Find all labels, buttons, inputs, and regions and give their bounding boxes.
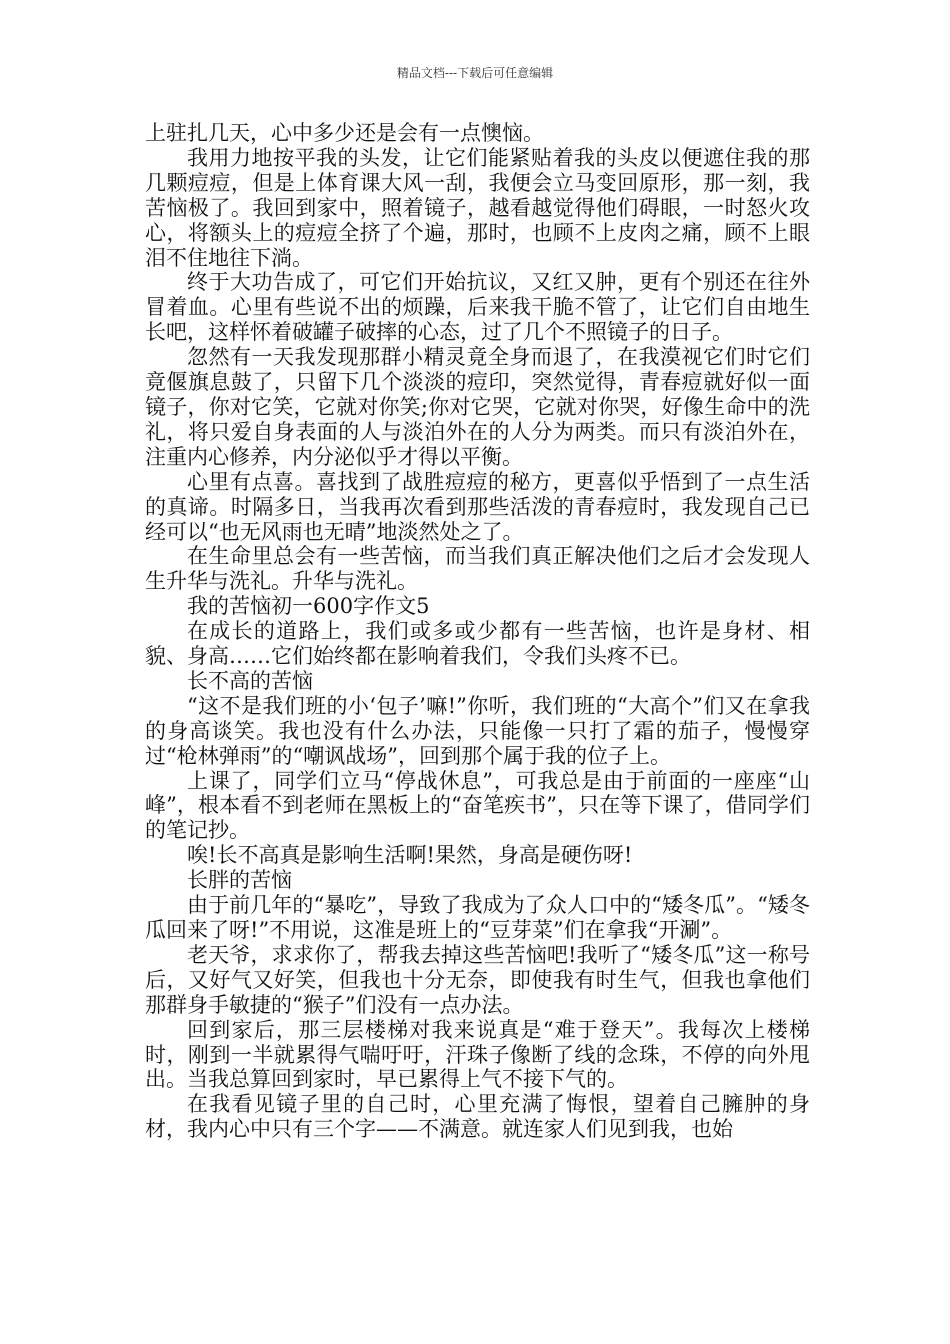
paragraph: 终于大功告成了，可它们开始抗议，又红又肿，更有个别还在往外冒着血。心里有些说不出的烦躁，后来我干脆不管了，让它们自由地生长吧，这样怀着破罐子破摔的心态，过了几个不照镜子的日子。 — [145, 270, 810, 345]
paragraph: 心里有点喜。喜找到了战胜痘痘的秘方，更喜似乎悟到了一点生活的真谛。时隔多日，当我再次看到那些活泼的青春痘时，我发现自己已经可以“也无风雨也无晴”地淡然处之了。 — [145, 469, 810, 544]
paragraph: “这不是我们班的小‘包子’嘛!”你听，我们班的“大高个”们又在拿我的身高谈笑。我也没有什么办法，只能像一只打了霜的茄子，慢慢穿过“枪林弹雨”的“嘲讽战场”，回到那个属于我的位子上。 — [145, 693, 810, 768]
paragraph: 由于前几年的“暴吃”，导致了我成为了众人口中的“矮冬瓜”。“矮冬瓜回来了呀!”不用说，这准是班上的“豆芽菜”们在拿我“开涮”。 — [145, 893, 810, 942]
paragraph: 在生命里总会有一些苦恼，而当我们真正解决他们之后才会发现人生升华与洗礼。升华与洗礼。 — [145, 544, 810, 594]
paragraph: 忽然有一天我发现那群小精灵竟全身而退了，在我漠视它们时它们竟偃旗息鼓了，只留下几个淡淡的痘印，突然觉得，青春痘就好似一面镜子，你对它笑，它就对你笑;你对它哭，它就对你哭，好像生命中的洗礼，将只爱自身表面的人与淡泊外在的人分为两类。而只有淡泊外在，注重内心修养，内分泌似乎才得以平衡。 — [145, 345, 810, 469]
paragraph: 回到家后，那三层楼梯对我来说真是“难于登天”。我每次上楼梯时，刚到一半就累得气喘吁吁，汗珠子像断了线的念珠，不停的向外甩出。当我总算回到家时，早已累得上气不接下气的。 — [145, 1017, 810, 1092]
paragraph: 老天爷，求求你了，帮我去掉这些苦恼吧!我听了“矮冬瓜”这一称号后，又好气又好笑，但我也十分无奈，即使我有时生气，但我也拿他们那群身手敏捷的“猴子”们没有一点办法。 — [145, 942, 810, 1017]
paragraph: 在我看见镜子里的自己时，心里充满了悔恨，望着自己臃肿的身材，我内心中只有三个字——不满意。就连家人们见到我，也始 — [145, 1092, 810, 1142]
paragraph: 上课了，同学们立马“停战休息”，可我总是由于前面的一座座“山峰”，根本看不到老师在黑板上的“奋笔疾书”，只在等下课了，借同学们的笔记抄。 — [145, 768, 810, 843]
section-heading: 长胖的苦恼 — [187, 868, 292, 893]
section-heading: 长不高的苦恼 — [187, 668, 313, 693]
paragraph-continuation: 上驻扎几天，心中多少还是会有一点懊恼。 — [145, 121, 544, 145]
essay-title: 我的苦恼初一600字作文5 — [187, 594, 430, 619]
paragraph: 在成长的道路上，我们或多或少都有一些苦恼，也许是身材、相貌、身高……它们始终都在影响着我们，令我们头疼不已。 — [145, 619, 810, 669]
page-header: 精品文档---下载后可任意编辑 — [396, 66, 554, 80]
document-body — [145, 121, 810, 1142]
paragraph: 唉!长不高真是影响生活啊!果然，身高是硬伤呀! — [187, 843, 633, 868]
paragraph: 我用力地按平我的头发，让它们能紧贴着我的头皮以便遮住我的那几颗痘痘，但是上体育课大风一刮，我便会立马变回原形，那一刻，我苦恼极了。我回到家中，照着镜子，越看越觉得他们碍眼，一时怒火攻心，将额头上的痘痘全挤了个遍，那时，也顾不上皮肉之痛，顾不上眼泪不住地往下淌。 — [145, 145, 810, 270]
